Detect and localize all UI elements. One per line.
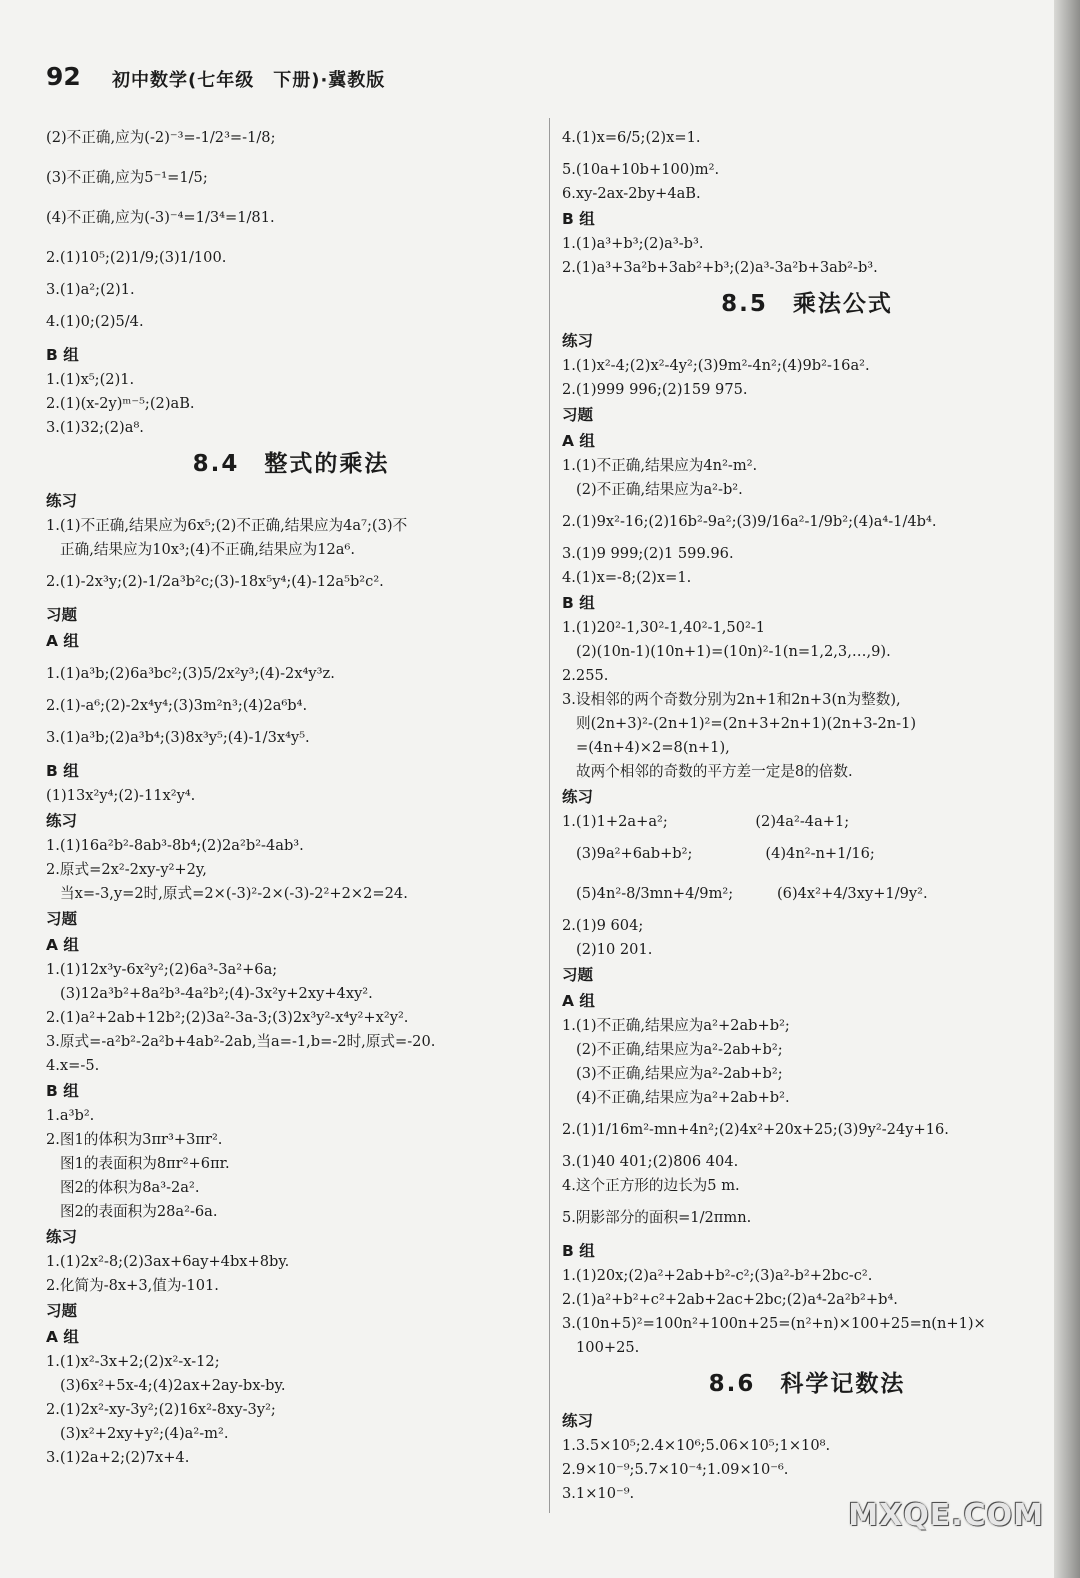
- answer-line: 1.(1)不正确,结果应为a²+2ab+b²;: [562, 1017, 790, 1034]
- answer-line: 2.(1)10⁵;(2)1/9;(3)1/100.: [46, 249, 227, 266]
- section-title: 8.5 乘法公式: [721, 291, 893, 317]
- group-heading: 练习: [562, 788, 594, 806]
- page-number: 92: [46, 62, 81, 91]
- answer-line: 2.255.: [562, 667, 609, 684]
- answer-line: 图2的体积为8a³-2a².: [60, 1179, 200, 1196]
- answer-line: 2.(1)1/16m²-mn+4n²;(2)4x²+20x+25;(3)9y²-24y+16.: [562, 1121, 949, 1138]
- group-heading: 习题: [46, 1302, 78, 1320]
- answer-line: (5)4n²-8/3mn+4/9m²; (6)4x²+4/3xy+1/9y².: [576, 885, 928, 902]
- answer-line: 4.x=-5.: [46, 1057, 100, 1074]
- answer-line: (2)不正确,应为(-2)⁻³=-1/2³=-1/8;: [46, 129, 276, 146]
- group-heading: 练习: [562, 1412, 594, 1430]
- answer-line: 3.(1)2a+2;(2)7x+4.: [46, 1449, 190, 1466]
- answer-line: (3)6x²+5x-4;(4)2ax+2ay-bx-by.: [60, 1377, 286, 1394]
- answer-line: 6.xy-2ax-2by+4aB.: [562, 185, 701, 202]
- answer-line: 3.(1)a³b;(2)a³b⁴;(3)8x³y⁵;(4)-1/3x⁴y⁵.: [46, 729, 310, 746]
- group-heading: A 组: [46, 936, 79, 954]
- group-heading: 练习: [46, 492, 78, 510]
- answer-line: 1.3.5×10⁵;2.4×10⁶;5.06×10⁵;1×10⁸.: [562, 1437, 831, 1454]
- answer-line: 1.(1)不正确,结果应为6x⁵;(2)不正确,结果应为4a⁷;(3)不: [46, 517, 408, 534]
- answer-line: 3.(1)9 999;(2)1 599.96.: [562, 545, 734, 562]
- group-heading: 练习: [46, 812, 78, 830]
- group-heading: A 组: [46, 632, 79, 650]
- group-heading: B 组: [562, 210, 595, 228]
- answer-line: 2.(1)-2x³y;(2)-1/2a³b²c;(3)-18x⁵y⁴;(4)-12a⁵b²c².: [46, 573, 384, 590]
- group-heading: B 组: [562, 1242, 595, 1260]
- answer-line: 1.(1)a³b;(2)6a³bc²;(3)5/2x²y³;(4)-2x⁴y³z.: [46, 665, 335, 682]
- answer-line: 100+25.: [576, 1339, 640, 1356]
- answer-line: 1.(1)20²-1,30²-1,40²-1,50²-1: [562, 619, 766, 636]
- group-heading: 习题: [562, 966, 594, 984]
- answer-line: 2.9×10⁻⁹;5.7×10⁻⁴;1.09×10⁻⁶.: [562, 1461, 789, 1478]
- answer-line: 4.(1)x=-8;(2)x=1.: [562, 569, 692, 586]
- answer-line: (2)10 201.: [576, 941, 653, 958]
- book-title: 初中数学(七年级 下册)·冀教版: [112, 70, 386, 91]
- answer-line: (3)不正确,结果应为a²-2ab+b²;: [576, 1065, 783, 1082]
- answer-line: 2.(1)9 604;: [562, 917, 644, 934]
- answer-line: 3.(1)32;(2)a⁸.: [46, 419, 144, 436]
- answer-line: 5.阴影部分的面积=1/2πmn.: [562, 1209, 752, 1226]
- answer-line: 1.(1)x⁵;(2)1.: [46, 371, 135, 388]
- group-heading: A 组: [46, 1328, 79, 1346]
- answer-line: 2.(1)-a⁶;(2)-2x⁴y⁴;(3)3m²n³;(4)2a⁶b⁴.: [46, 697, 308, 714]
- answer-line: 则(2n+3)²-(2n+1)²=(2n+3+2n+1)(2n+3-2n-1): [576, 715, 917, 732]
- answer-line: (3)9a²+6ab+b²; (4)4n²-n+1/16;: [576, 845, 875, 862]
- left-column: [46, 118, 536, 1470]
- group-heading: A 组: [562, 432, 595, 450]
- answer-line: 4.这个正方形的边长为5 m.: [562, 1177, 740, 1194]
- answer-line: 故两个相邻的奇数的平方差一定是8的倍数.: [576, 763, 853, 780]
- answer-line: 正确,结果应为10x³;(4)不正确,结果应为12a⁶.: [60, 541, 355, 558]
- answer-line: =(4n+4)×2=8(n+1),: [576, 739, 730, 756]
- group-heading: B 组: [46, 762, 79, 780]
- group-heading: 习题: [46, 910, 78, 928]
- section-title: 8.6 科学记数法: [708, 1371, 906, 1397]
- answer-line: 1.(1)x²-3x+2;(2)x²-x-12;: [46, 1353, 220, 1370]
- answer-line: 4.(1)0;(2)5/4.: [46, 313, 144, 330]
- answer-line: 4.(1)x=6/5;(2)x=1.: [562, 129, 701, 146]
- answer-line: 2.原式=2x²-2xy-y²+2y,: [46, 861, 207, 878]
- answer-line: 2.(1)999 996;(2)159 975.: [562, 381, 748, 398]
- answer-line: 2.(1)9x²-16;(2)16b²-9a²;(3)9/16a²-1/9b²;(4)a⁴-1/4b⁴.: [562, 513, 937, 530]
- answer-line: (3)12a³b²+8a²b³-4a²b²;(4)-3x²y+2xy+4xy².: [60, 985, 373, 1002]
- answer-line: (3)x²+2xy+y²;(4)a²-m².: [60, 1425, 229, 1442]
- column-divider: [549, 118, 550, 1513]
- answer-line: 2.(1)(x-2y)ᵐ⁻⁵;(2)aB.: [46, 395, 195, 412]
- answer-line: 图1的表面积为8πr²+6πr.: [60, 1155, 230, 1172]
- answer-line: 3.(10n+5)²=100n²+100n+25=(n²+n)×100+25=n(n+1)×: [562, 1315, 986, 1332]
- answer-line: 3.(1)40 401;(2)806 404.: [562, 1153, 739, 1170]
- group-heading: B 组: [562, 594, 595, 612]
- section-title: 8.4 整式的乘法: [192, 451, 390, 477]
- answer-line: 2.(1)a²+2ab+12b²;(2)3a²-3a-3;(3)2x³y²-x⁴y²+x²y².: [46, 1009, 409, 1026]
- answer-line: 3.原式=-a²b²-2a²b+4ab²-2ab,当a=-1,b=-2时,原式=-20.: [46, 1033, 436, 1050]
- group-heading: 习题: [46, 606, 78, 624]
- answer-line: 1.(1)2x²-8;(2)3ax+6ay+4bx+8by.: [46, 1253, 290, 1270]
- answer-line: 图2的表面积为28a²-6a.: [60, 1203, 218, 1220]
- group-heading: B 组: [46, 1082, 79, 1100]
- answer-line: 1.(1)16a²b²-8ab³-8b⁴;(2)2a²b²-4ab³.: [46, 837, 304, 854]
- answer-line: 当x=-3,y=2时,原式=2×(-3)²-2×(-3)-2²+2×2=24.: [60, 885, 408, 902]
- answer-line: 1.(1)不正确,结果应为4n²-m².: [562, 457, 758, 474]
- answer-line: (4)不正确,应为(-3)⁻⁴=1/3⁴=1/81.: [46, 209, 275, 226]
- page-edge-shadow: [1054, 0, 1080, 1578]
- answer-line: 2.(1)a³+3a²b+3ab²+b³;(2)a³-3a²b+3ab²-b³.: [562, 259, 878, 276]
- group-heading: A 组: [562, 992, 595, 1010]
- answer-line: (2)不正确,结果应为a²-b².: [576, 481, 743, 498]
- answer-line: 1.(1)20x;(2)a²+2ab+b²-c²;(3)a²-b²+2bc-c².: [562, 1267, 873, 1284]
- group-heading: 习题: [562, 406, 594, 424]
- answer-line: (2)不正确,结果应为a²-2ab+b²;: [576, 1041, 783, 1058]
- group-heading: 练习: [46, 1228, 78, 1246]
- answer-line: 1.(1)12x³y-6x²y²;(2)6a³-3a²+6a;: [46, 961, 278, 978]
- answer-line: 1.a³b².: [46, 1107, 95, 1124]
- answer-line: (3)不正确,应为5⁻¹=1/5;: [46, 169, 208, 186]
- watermark-logo: MXQE.COM: [848, 1498, 1044, 1533]
- answer-line: 2.(1)a²+b²+c²+2ab+2ac+2bc;(2)a⁴-2a²b²+b⁴.: [562, 1291, 898, 1308]
- group-heading: B 组: [46, 346, 79, 364]
- answer-line: 1.(1)x²-4;(2)x²-4y²;(3)9m²-4n²;(4)9b²-16a².: [562, 357, 870, 374]
- answer-line: 1.(1)1+2a+a²; (2)4a²-4a+1;: [562, 813, 850, 830]
- answer-line: 2.(1)2x²-xy-3y²;(2)16x²-8xy-3y²;: [46, 1401, 276, 1418]
- answer-line: 2.化简为-8x+3,值为-101.: [46, 1277, 219, 1294]
- answer-line: (2)(10n-1)(10n+1)=(10n)²-1(n=1,2,3,…,9).: [576, 643, 891, 660]
- group-heading: 练习: [562, 332, 594, 350]
- answer-line: 5.(10a+10b+100)m².: [562, 161, 720, 178]
- right-column: [562, 118, 1052, 1506]
- answer-line: 2.图1的体积为3πr³+3πr².: [46, 1131, 223, 1148]
- answer-line: (1)13x²y⁴;(2)-11x²y⁴.: [46, 787, 196, 804]
- answer-line: 3.1×10⁻⁹.: [562, 1485, 635, 1502]
- answer-line: (4)不正确,结果应为a²+2ab+b².: [576, 1089, 790, 1106]
- answer-line: 1.(1)a³+b³;(2)a³-b³.: [562, 235, 704, 252]
- answer-line: 3.(1)a²;(2)1.: [46, 281, 135, 298]
- answer-line: 3.设相邻的两个奇数分别为2n+1和2n+3(n为整数),: [562, 691, 901, 708]
